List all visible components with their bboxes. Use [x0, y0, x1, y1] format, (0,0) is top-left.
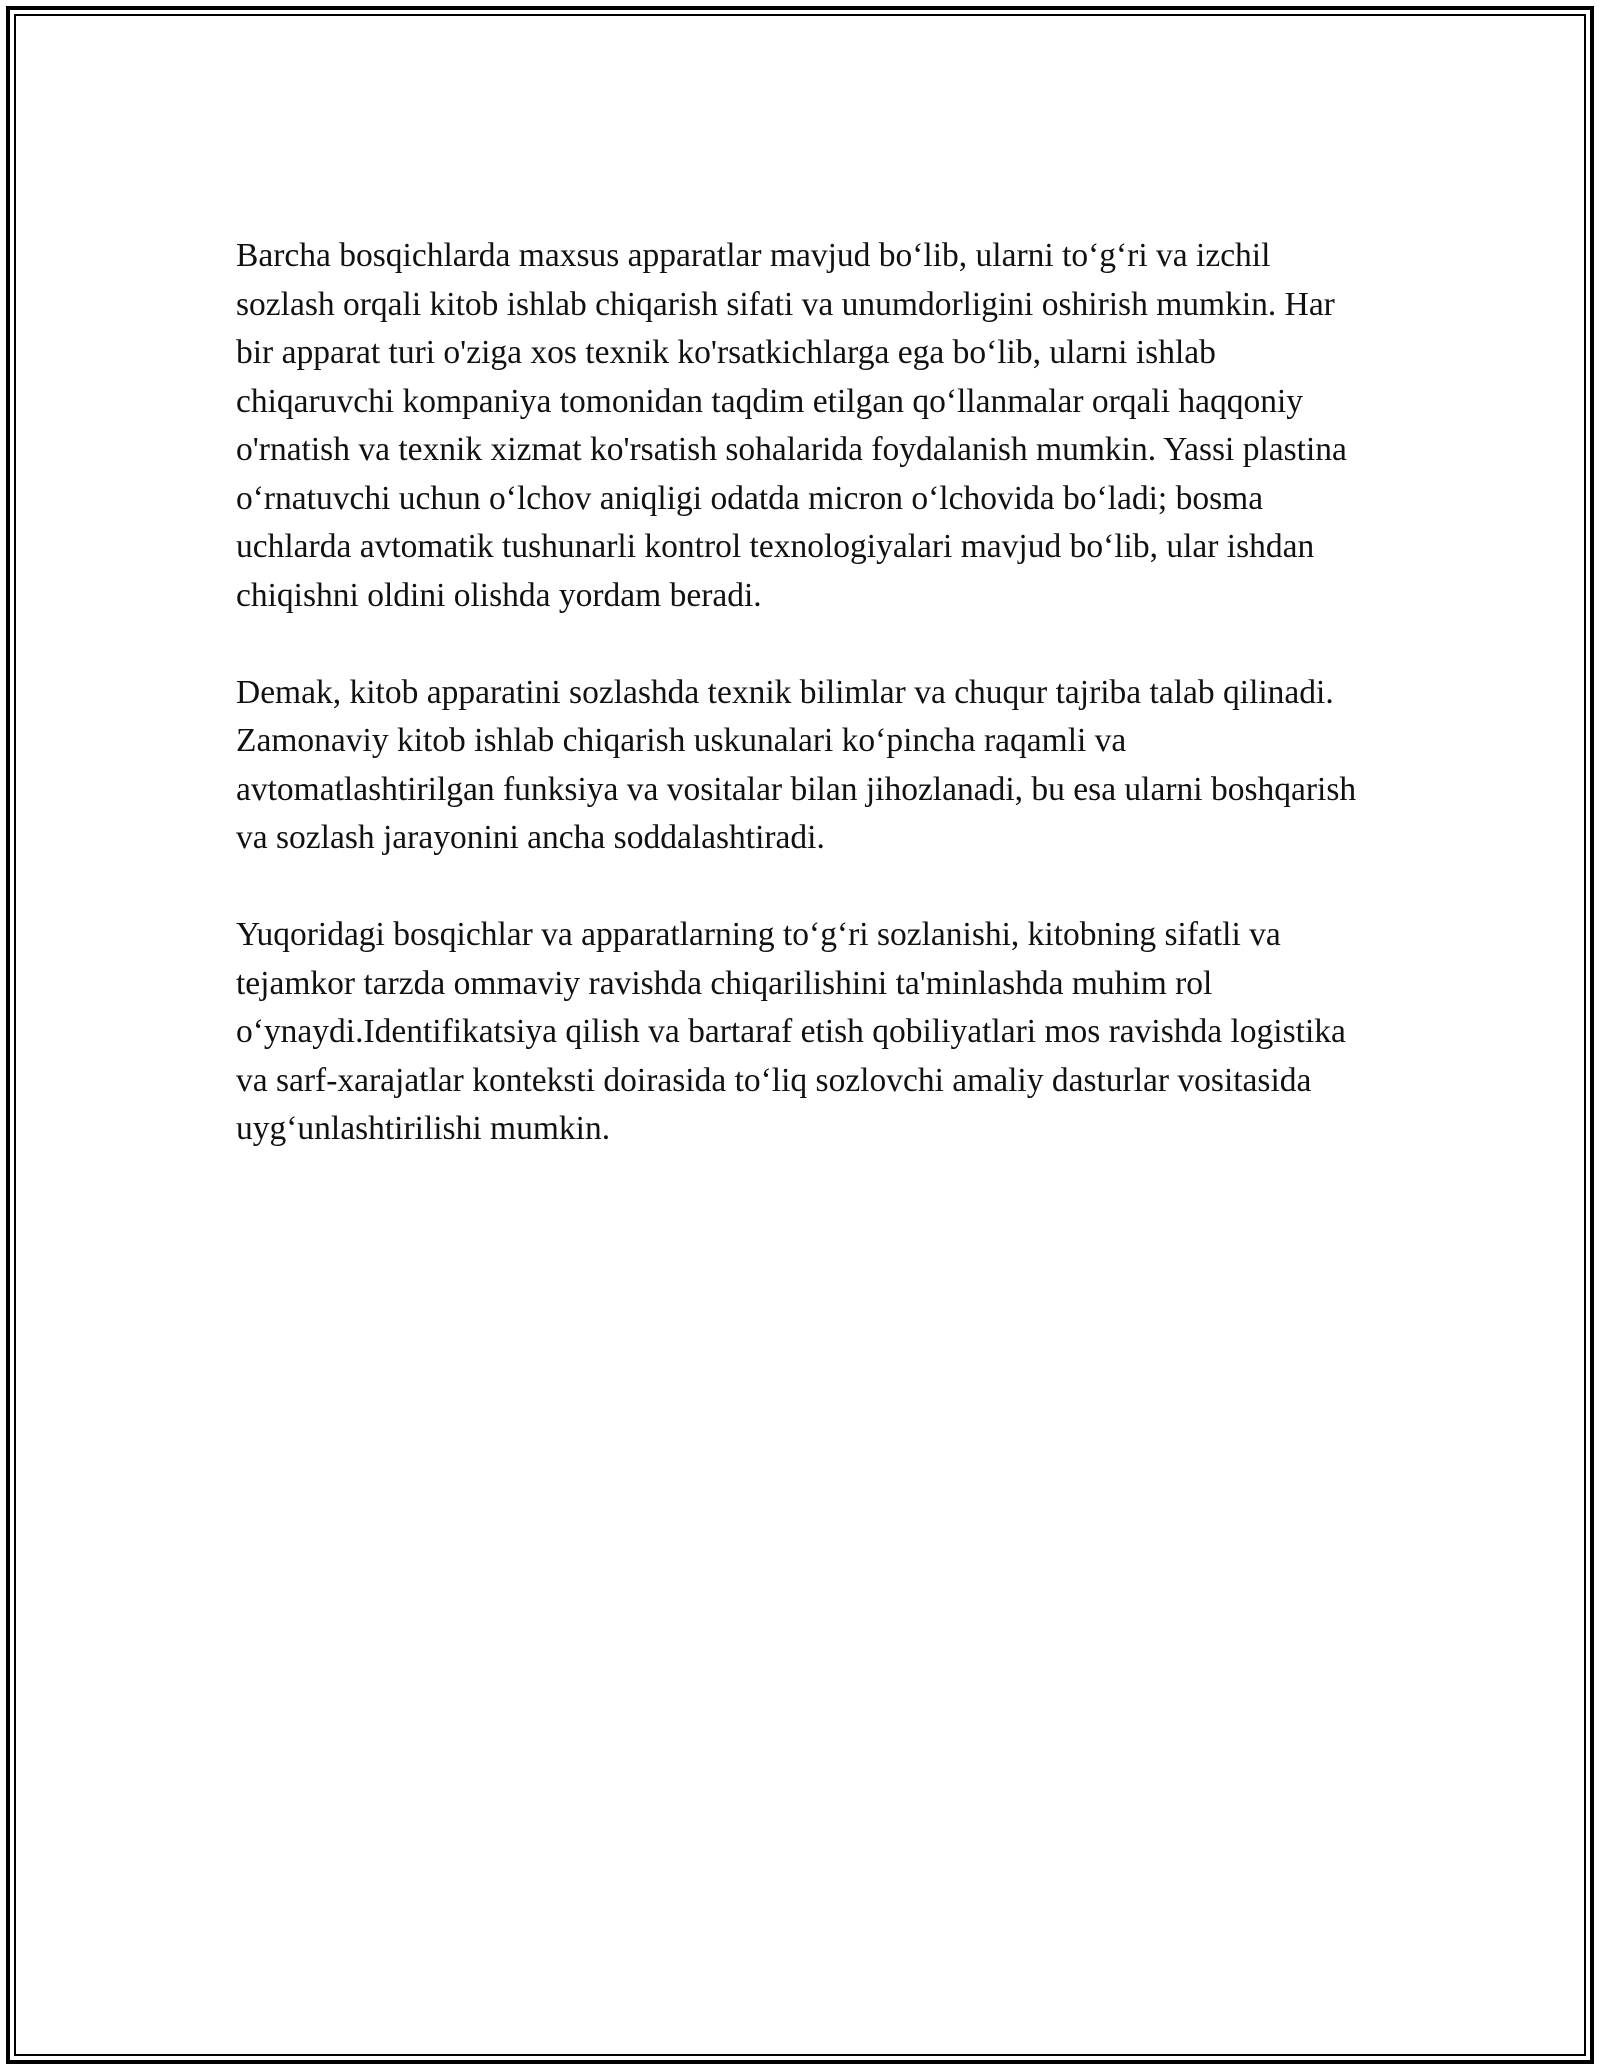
paragraph-2: Demak, kitob apparatini sozlashda texnik bilimlar va chuqur tajriba talab qilinadi. Zamonaviy kitob ishlab chiqarish uskunalari ko‘pincha raqamli va avtomatlashtirilgan funksiya va vositalar bilan jihozlanadi, bu esa ularni boshqarish va sozlash jarayonini ancha soddalashtiradi.	[236, 673, 1357, 856]
document-body	[236, 232, 1364, 1202]
paragraph-3: Yuqoridagi bosqichlar va apparatlarning to‘g‘ri sozlanishi, kitobning sifatli va tejamkor tarzda ommaviy ravishda chiqarilishini ta'minlashda muhim rol o‘ynaydi.Identifikatsiya qilish va bartaraf etish qobiliyatlari mos ravishda logistika va sarf-xarajatlar konteksti doirasida to‘liq sozlovchi amaliy dasturlar vositasida uyg‘unlashtirilishi mumkin.	[236, 916, 1346, 1147]
paragraph-1: Barcha bosqichlarda maxsus apparatlar mavjud bo‘lib, ularni to‘g‘ri va izchil sozlash orqali kitob ishlab chiqarish sifati va unumdorligini oshirish mumkin. Har bir apparat turi o'ziga xos texnik ko'rsatkichlarga ega bo‘lib, ularni ishlab chiqaruvchi kompaniya tomonidan taqdim etilgan qo‘llanmalar orqali haqqoniy o'rnatish va texnik xizmat ko'rsatish sohalarida foydalanish mumkin. Yassi plastina o‘rnatuvchi uchun o‘lchov aniqligi odatda micron o‘lchovida bo‘ladi; bosma uchlarda avtomatik tushunarli kontrol texnologiyalari mavjud bo‘lib, ular ishdan chiqishni oldini olishda yordam beradi.	[236, 237, 1347, 614]
